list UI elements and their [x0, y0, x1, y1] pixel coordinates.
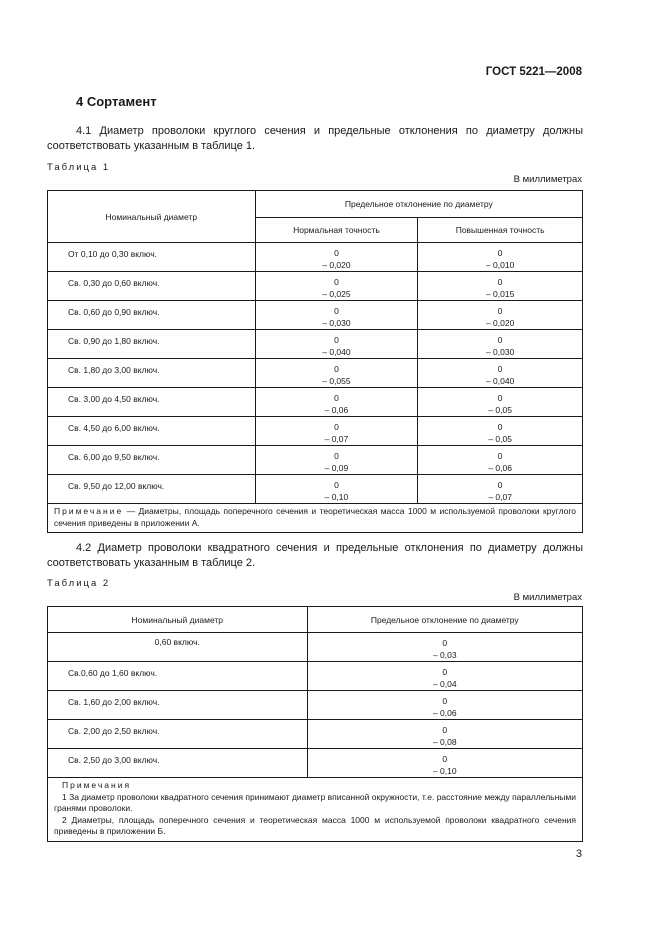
t2-row-label: Св. 1,60 до 2,00 включ. — [48, 691, 308, 720]
table-row — [48, 301, 583, 330]
table-row — [48, 475, 583, 504]
table-row — [48, 417, 583, 446]
t1-header-deviation: Предельное отклонение по диаметру — [255, 191, 582, 218]
t1-high-lower: – 0,010 — [485, 260, 515, 270]
t2-deviation-lower: – 0,10 — [432, 766, 457, 776]
t2-deviation-lower: – 0,03 — [432, 650, 457, 660]
t1-high-lower: – 0,015 — [485, 289, 515, 299]
t1-row-label: Св. 6,00 до 9,50 включ. — [48, 446, 256, 475]
t1-high-value — [418, 388, 583, 417]
t1-high-value — [418, 272, 583, 301]
table-2-caption: Таблица 2 — [47, 578, 111, 589]
t1-row-label: Св. 4,50 до 6,00 включ. — [48, 417, 256, 446]
t1-row-label: Св. 1,80 до 3,00 включ. — [48, 359, 256, 388]
t1-high-upper: 0 — [497, 364, 503, 374]
t1-high-lower: – 0,020 — [485, 318, 515, 328]
t2-row-label: Св. 2,50 до 3,00 включ. — [48, 749, 308, 778]
t1-normal-value — [255, 475, 418, 504]
t1-high-value — [418, 243, 583, 272]
t1-normal-lower: – 0,020 — [322, 260, 351, 270]
t2-notes — [48, 778, 583, 842]
t1-normal-upper: 0 — [334, 335, 339, 345]
t2-deviation-value — [307, 749, 582, 778]
t1-high-value — [418, 359, 583, 388]
t2-deviation-value — [307, 662, 582, 691]
t1-high-upper: 0 — [497, 393, 503, 403]
t1-high-lower: – 0,06 — [488, 463, 512, 473]
table-row — [48, 272, 583, 301]
t2-deviation-upper: 0 — [442, 754, 448, 764]
t1-high-upper: 0 — [497, 480, 503, 490]
t1-normal-upper: 0 — [334, 451, 339, 461]
t1-high-upper: 0 — [497, 451, 503, 461]
t1-high-lower: – 0,030 — [485, 347, 515, 357]
t1-normal-value — [255, 446, 418, 475]
paragraph-4-2: 4.2 Диаметр проволоки квадратного сечения и предельные отклонения по диаметру должны соответствовать указанным в таблице 2. — [47, 542, 583, 569]
table-1 — [47, 190, 583, 533]
t1-high-upper: 0 — [497, 277, 503, 287]
t1-high-value — [418, 301, 583, 330]
t1-normal-upper: 0 — [334, 480, 339, 490]
t1-high-lower: – 0,05 — [488, 434, 512, 444]
table-row — [48, 662, 583, 691]
table-row — [48, 243, 583, 272]
t2-deviation-upper: 0 — [442, 667, 448, 677]
t2-deviation-value — [307, 691, 582, 720]
t1-normal-upper: 0 — [334, 248, 339, 258]
t1-normal-upper: 0 — [334, 277, 339, 287]
t1-normal-value — [255, 301, 418, 330]
t1-normal-lower: – 0,06 — [324, 405, 349, 415]
table-2 — [47, 606, 583, 842]
t1-header-high: Повышенная точность — [418, 218, 583, 243]
table-row — [48, 633, 583, 662]
t1-normal-lower: – 0,09 — [324, 463, 349, 473]
t1-row-label: Св. 3,00 до 4,50 включ. — [48, 388, 256, 417]
t2-deviation-upper: 0 — [442, 638, 448, 648]
table-1-units: В миллиметрах — [513, 174, 582, 185]
t1-normal-value — [255, 417, 418, 446]
table-row — [48, 359, 583, 388]
t2-deviation-value — [307, 720, 582, 749]
t1-normal-upper: 0 — [334, 306, 339, 316]
t2-row-label: 0,60 включ. — [48, 633, 308, 662]
t1-high-value — [418, 330, 583, 359]
t1-row-label: Св. 9,50 до 12,00 включ. — [48, 475, 256, 504]
t2-notes-label: Примечания — [62, 780, 132, 790]
t1-normal-lower: – 0,040 — [322, 347, 351, 357]
t1-row-label: Св. 0,30 до 0,60 включ. — [48, 272, 256, 301]
t1-normal-upper: 0 — [334, 422, 339, 432]
t2-note-1: 1 За диаметр проволоки квадратного сечения принимают диаметр вписанной окружности, т.е. расстояние между параллельными гранями проволоки. — [54, 791, 576, 813]
t1-high-upper: 0 — [497, 335, 503, 345]
t2-row-label: Св. 2,00 до 2,50 включ. — [48, 720, 308, 749]
t2-header-nominal: Номинальный диаметр — [48, 607, 308, 633]
t2-deviation-upper: 0 — [442, 696, 448, 706]
t2-row-label: Св.0,60 до 1,60 включ. — [48, 662, 308, 691]
t1-high-value — [418, 417, 583, 446]
t1-header-nominal: Номинальный диаметр — [48, 191, 256, 243]
t2-deviation-lower: – 0,08 — [432, 737, 457, 747]
t1-normal-value — [255, 243, 418, 272]
t1-header-normal: Нормальная точность — [255, 218, 418, 243]
t2-note-2: 2 Диаметры, площадь поперечного сечения и теоретическая масса 1000 м используемой проволоки квадратного сечения приведены в приложении Б. — [54, 814, 576, 836]
table-1-caption: Таблица 1 — [47, 162, 111, 173]
t1-high-value — [418, 475, 583, 504]
t1-normal-value — [255, 272, 418, 301]
t2-deviation-value — [307, 633, 582, 662]
t2-deviation-lower: – 0,04 — [432, 679, 457, 689]
t1-normal-lower: – 0,10 — [324, 492, 349, 502]
t1-row-label: От 0,10 до 0,30 включ. — [48, 243, 256, 272]
t1-normal-upper: 0 — [334, 393, 339, 403]
t1-high-lower: – 0,040 — [485, 376, 515, 386]
t1-high-upper: 0 — [497, 422, 503, 432]
t2-header-deviation: Предельное отклонение по диаметру — [307, 607, 582, 633]
t1-high-value — [418, 446, 583, 475]
t1-normal-upper: 0 — [334, 364, 339, 374]
t1-high-upper: 0 — [497, 248, 503, 258]
table-row — [48, 330, 583, 359]
t1-normal-lower: – 0,07 — [324, 434, 349, 444]
table-row — [48, 720, 583, 749]
table-2-units: В миллиметрах — [513, 592, 582, 603]
t1-normal-lower: – 0,055 — [322, 376, 351, 386]
t1-note-text: — Диаметры, площадь поперечного сечения и теоретическая масса 1000 м используемой проволоки круглого сечения приведены в приложении А. — [54, 506, 576, 528]
paragraph-4-1: 4.1 Диаметр проволоки круглого сечения и предельные отклонения по диаметру должны соответствовать указанным в таблице 1. — [47, 125, 583, 152]
t2-deviation-lower: – 0,06 — [432, 708, 457, 718]
t1-high-upper: 0 — [497, 306, 503, 316]
t1-high-lower: – 0,05 — [488, 405, 512, 415]
t1-normal-value — [255, 330, 418, 359]
table-row — [48, 388, 583, 417]
t1-normal-value — [255, 388, 418, 417]
t1-normal-lower: – 0,025 — [322, 289, 351, 299]
t2-deviation-upper: 0 — [442, 725, 448, 735]
document-code: ГОСТ 5221—2008 — [485, 66, 582, 78]
t1-note — [48, 504, 583, 533]
t1-normal-value — [255, 359, 418, 388]
table-row — [48, 691, 583, 720]
page-number: 3 — [575, 848, 582, 860]
table-row — [48, 749, 583, 778]
section-title: 4 Сортамент — [76, 94, 157, 109]
t1-high-lower: – 0,07 — [488, 492, 512, 502]
t1-normal-lower: – 0,030 — [322, 318, 351, 328]
t1-note-label: Примечание — [54, 506, 124, 516]
t1-row-label: Св. 0,60 до 0,90 включ. — [48, 301, 256, 330]
table-row — [48, 446, 583, 475]
t1-row-label: Св. 0,90 до 1,80 включ. — [48, 330, 256, 359]
